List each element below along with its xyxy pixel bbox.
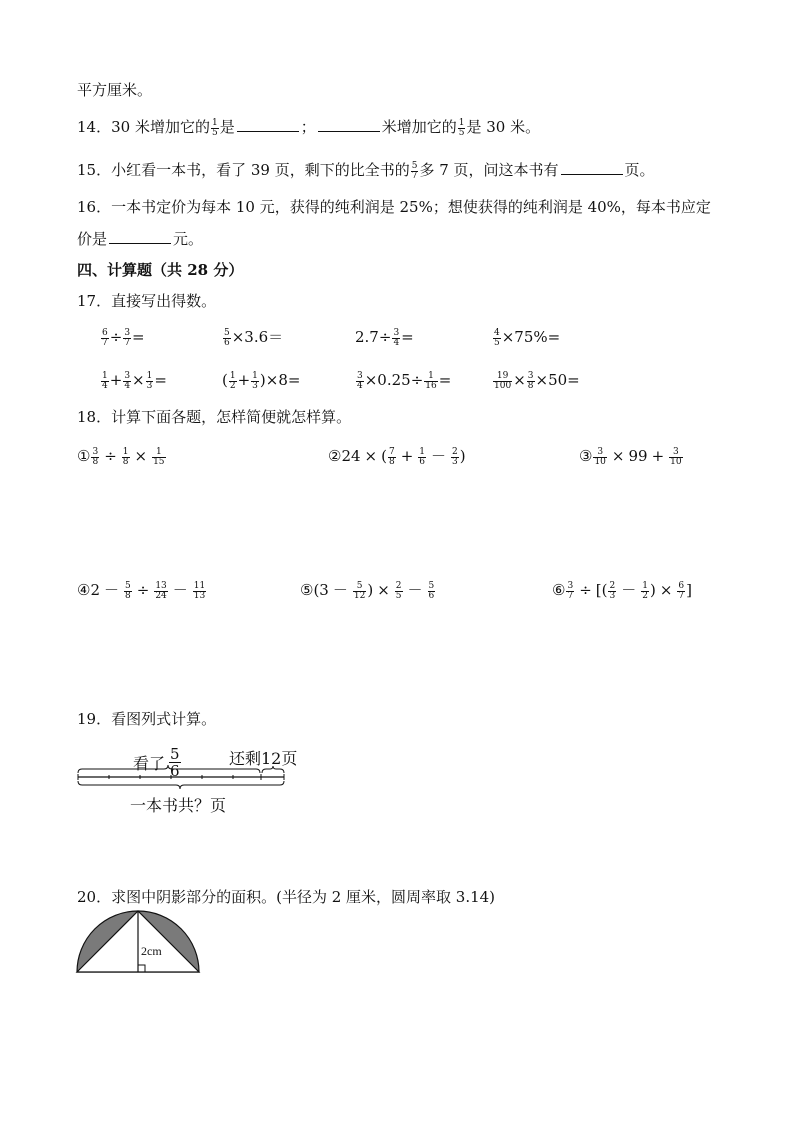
question-16-cont (77, 229, 203, 249)
question-16 (77, 197, 711, 217)
q18-expr-4: ④2 － $\frac{5}{8}$ ÷ $\frac{13}{24}$ － $\frac{11}{13}$ (77, 580, 206, 601)
q15-text: 页。 (624, 161, 655, 179)
fraction: $\frac{5}{7}$ (411, 160, 418, 181)
diagram-read-label: 看了 $\frac{5}{6}$ (133, 745, 180, 780)
q17-expr-h: $\frac{19}{100}$ × $\frac{3}{8}$ ×50= (494, 370, 580, 391)
q17-expr-b: $\frac{5}{6}$ ×3.6＝ (224, 327, 284, 348)
q17-expr-d: $\frac{4}{5}$ ×75%= (494, 327, 561, 348)
question-20-title: 20．求图中阴影部分的面积。(半径为 2 厘米，圆周率取 3.14) (77, 888, 496, 906)
answer-blank[interactable] (318, 117, 380, 132)
q17-expr-f: ( $\frac{1}{2}$ + $\frac{1}{3}$ )×8= (222, 370, 301, 391)
question-number: 16． (77, 198, 112, 216)
question-number: 15． (77, 161, 112, 179)
q14-text: 是 30 米。 (466, 118, 541, 136)
section-heading: 四、计算题（共 28 分） (77, 261, 244, 279)
diagram-total-label: 一本书共？页 (130, 796, 227, 815)
q16-text: 价是 (77, 230, 108, 248)
q14-text: 米增加它的 (381, 118, 457, 136)
q18-expr-1: ① $\frac{3}{8}$ ÷ $\frac{1}{8}$ × $\frac{1}{15}$ (77, 446, 165, 467)
q17-expr-e: $\frac{1}{4}$ + $\frac{3}{4}$ × $\frac{1}{3}$ = (102, 370, 167, 391)
q14-text: 30 米增加它的 (111, 118, 210, 136)
fraction: $\frac{1}{5}$ (211, 117, 218, 138)
q18-expr-2: ②24 × ( $\frac{7}{8}$ + $\frac{1}{6}$ － $\frac{2}{3}$ ) (328, 446, 466, 467)
answer-blank[interactable] (109, 229, 171, 244)
q16-text: 一本书定价为每本 10 元，获得的纯利润是 25%；想使获得的纯利润是 40%，每本书应定 (111, 198, 711, 216)
question-14 (77, 117, 540, 138)
prev-question-tail: 平方厘米。 (77, 81, 153, 99)
fraction: $\frac{1}{5}$ (458, 117, 465, 138)
question-18-title: 18．计算下面各题，怎样简便就怎样算。 (77, 408, 352, 426)
q16-text: 元。 (173, 230, 204, 248)
q18-expr-3: ③ $\frac{3}{10}$ × 99 + $\frac{3}{10}$ (579, 446, 682, 467)
q17-expr-c: 2.7÷ $\frac{3}{4}$ = (355, 327, 414, 348)
question-15 (77, 160, 655, 181)
answer-blank[interactable] (561, 160, 623, 175)
q14-text: 是 (219, 118, 235, 136)
question-number: 14． (77, 118, 112, 136)
question-17-title: 17．直接写出得数。 (77, 292, 217, 310)
semicircle-figure (74, 910, 204, 976)
segment-diagram (70, 765, 290, 795)
q17-expr-g: $\frac{3}{4}$ ×0.25÷ $\frac{1}{16}$ = (357, 370, 452, 391)
q14-text: ； (300, 118, 316, 136)
radius-label: 2cm (141, 944, 162, 958)
q17-expr-a: $\frac{6}{7}$ ÷ $\frac{3}{7}$ = (102, 327, 145, 348)
question-19-title: 19．看图列式计算。 (77, 710, 217, 728)
q18-expr-6: ⑥ $\frac{3}{7}$ ÷ [( $\frac{2}{3}$ － $\frac{1}{2}$ ) × $\frac{6}{7}$ ] (552, 580, 692, 601)
q18-expr-5: ⑤(3 － $\frac{5}{12}$ ) × $\frac{2}{5}$ － $\frac{5}{6}$ (300, 580, 435, 601)
q15-text: 多 7 页，问这本书有 (419, 161, 559, 179)
diagram-remain-label: 还剩12页 (229, 749, 298, 768)
q15-text: 小红看一本书，看了 39 页，剩下的比全书的 (111, 161, 410, 179)
answer-blank[interactable] (237, 117, 299, 132)
